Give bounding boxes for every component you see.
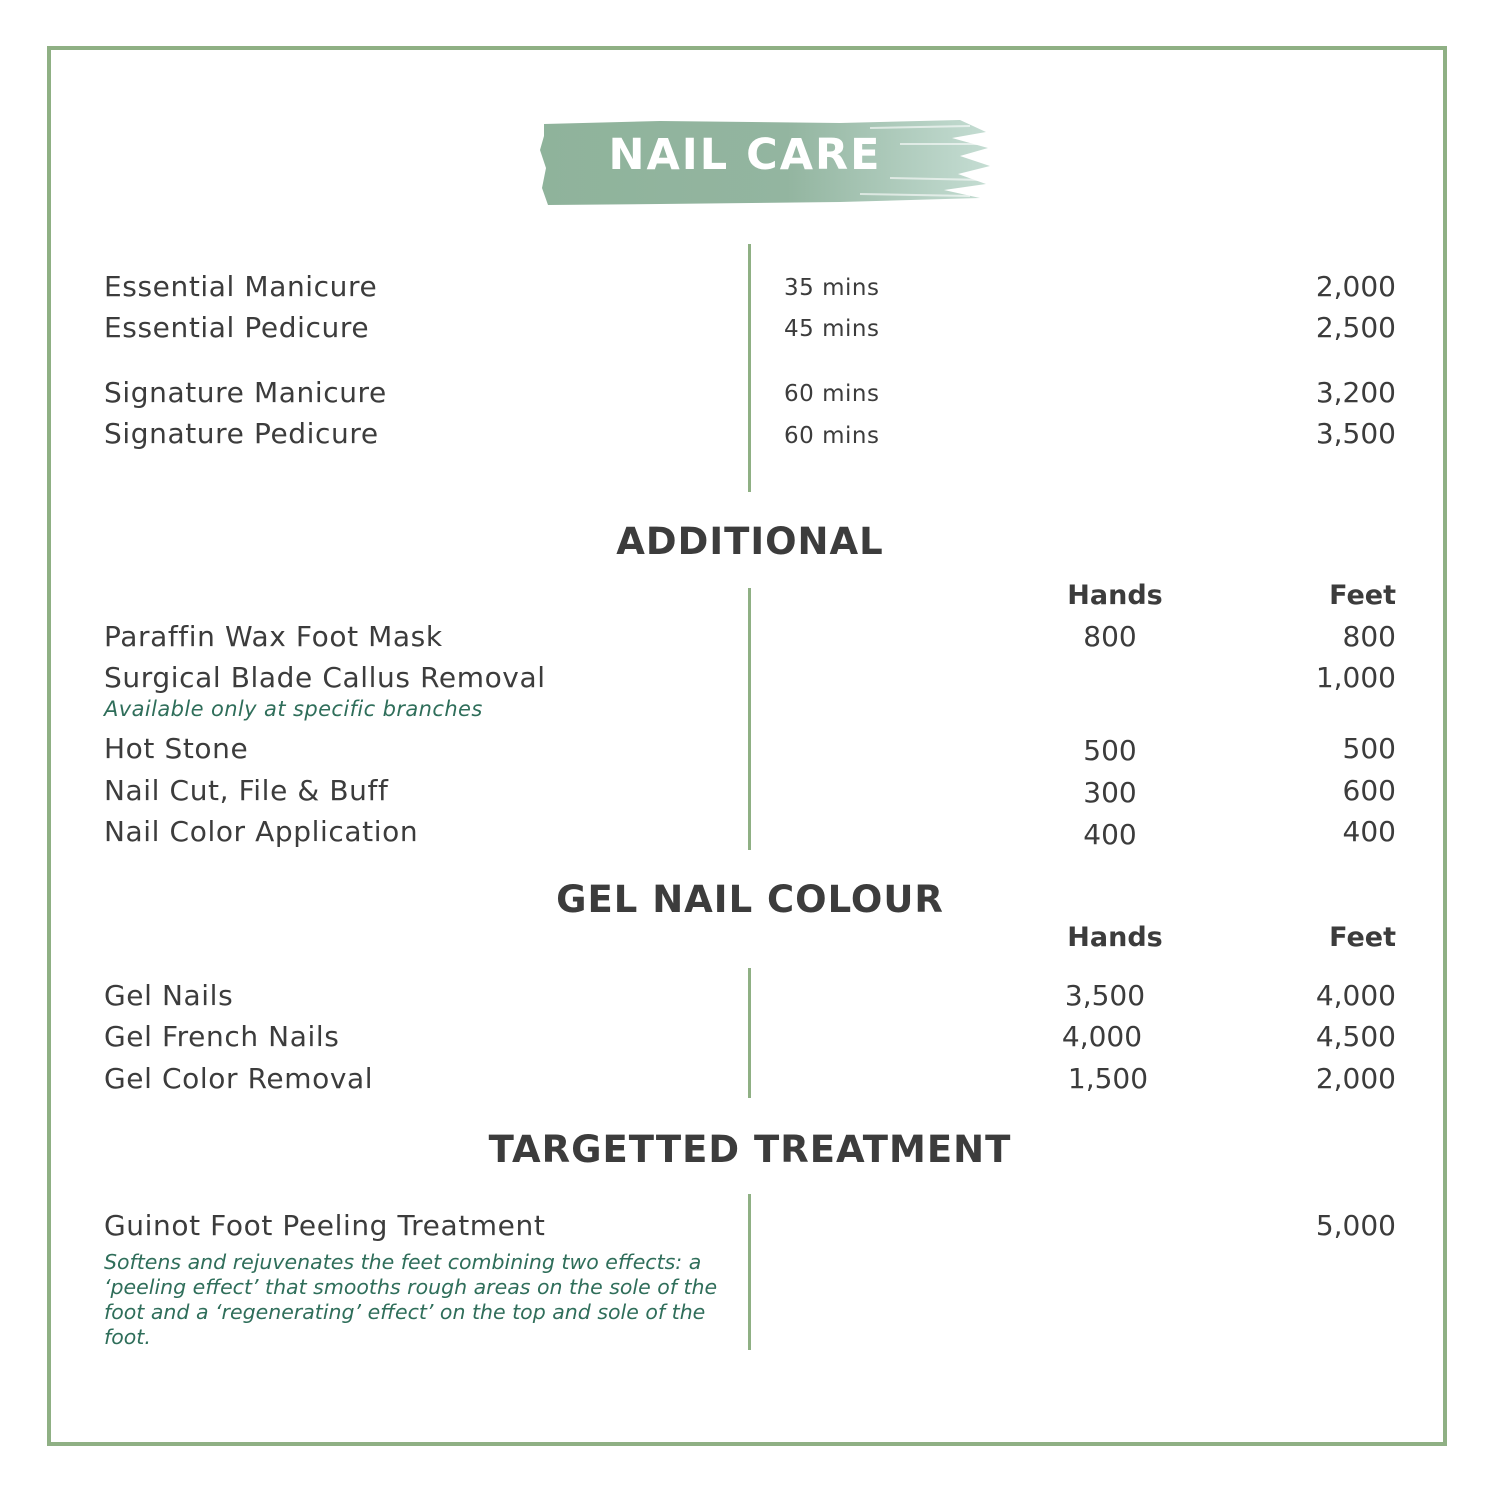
price-feet: 4,000 <box>1315 979 1396 1012</box>
page-title: NAIL CARE <box>608 130 882 180</box>
service-name: Signature Pedicure <box>104 417 379 450</box>
price-hands: 3,500 <box>1064 979 1146 1012</box>
service-name: Hot Stone <box>104 732 249 765</box>
service-name: Gel Nails <box>104 979 234 1012</box>
service-duration: 60 mins <box>784 381 880 407</box>
service-name: Gel Color Removal <box>104 1062 374 1095</box>
price-hands: 400 <box>1083 818 1137 851</box>
service-name: Guinot Foot Peeling Treatment <box>104 1209 546 1242</box>
section-heading-additional: ADDITIONAL <box>616 520 884 563</box>
column-header-feet: Feet <box>1329 922 1396 953</box>
service-name: Signature Manicure <box>104 376 387 409</box>
service-price: 5,000 <box>1315 1209 1396 1242</box>
service-duration: 45 mins <box>784 316 880 342</box>
section-heading-gel: GEL NAIL COLOUR <box>556 878 944 921</box>
divider-gel <box>748 968 751 1098</box>
price-hands: 800 <box>1083 620 1137 653</box>
service-name: Surgical Blade Callus Removal <box>104 661 546 694</box>
price-feet: 400 <box>1342 815 1396 848</box>
service-price: 2,500 <box>1315 311 1396 344</box>
column-header-feet: Feet <box>1329 580 1396 611</box>
service-name: Gel French Nails <box>104 1020 340 1053</box>
divider-targeted <box>748 1194 751 1350</box>
service-price: 3,200 <box>1315 376 1396 409</box>
service-name: Essential Pedicure <box>104 311 370 344</box>
divider-main <box>748 244 751 492</box>
service-name: Nail Cut, File & Buff <box>104 774 389 807</box>
price-hands: 300 <box>1083 776 1137 809</box>
service-price: 3,500 <box>1315 417 1396 450</box>
price-hands: 500 <box>1083 734 1137 767</box>
price-hands: 4,000 <box>1061 1020 1143 1053</box>
price-feet: 2,000 <box>1315 1062 1396 1095</box>
service-duration: 35 mins <box>784 275 880 301</box>
price-feet: 1,000 <box>1315 661 1396 694</box>
service-price: 2,000 <box>1315 270 1396 303</box>
service-note: Available only at specific branches <box>104 697 483 721</box>
price-hands: 1,500 <box>1067 1062 1149 1095</box>
column-header-hands: Hands <box>1067 580 1163 611</box>
column-header-hands: Hands <box>1067 922 1163 953</box>
service-description: Softens and rejuvenates the feet combining two effects: a ‘peeling effect’ that smooths rough areas on the sole of the foot and a ‘regenerating’ effect’ on the top and sole of the foot. <box>104 1250 718 1349</box>
service-duration: 60 mins <box>784 423 880 449</box>
divider-additional <box>748 588 751 850</box>
service-name: Essential Manicure <box>104 270 378 303</box>
service-name: Paraffin Wax Foot Mask <box>104 620 443 653</box>
price-feet: 800 <box>1342 620 1396 653</box>
price-feet: 600 <box>1342 774 1396 807</box>
price-feet: 4,500 <box>1315 1020 1396 1053</box>
section-heading-targeted: TARGETTED TREATMENT <box>488 1128 1012 1171</box>
service-name: Nail Color Application <box>104 815 419 848</box>
price-feet: 500 <box>1342 732 1396 765</box>
